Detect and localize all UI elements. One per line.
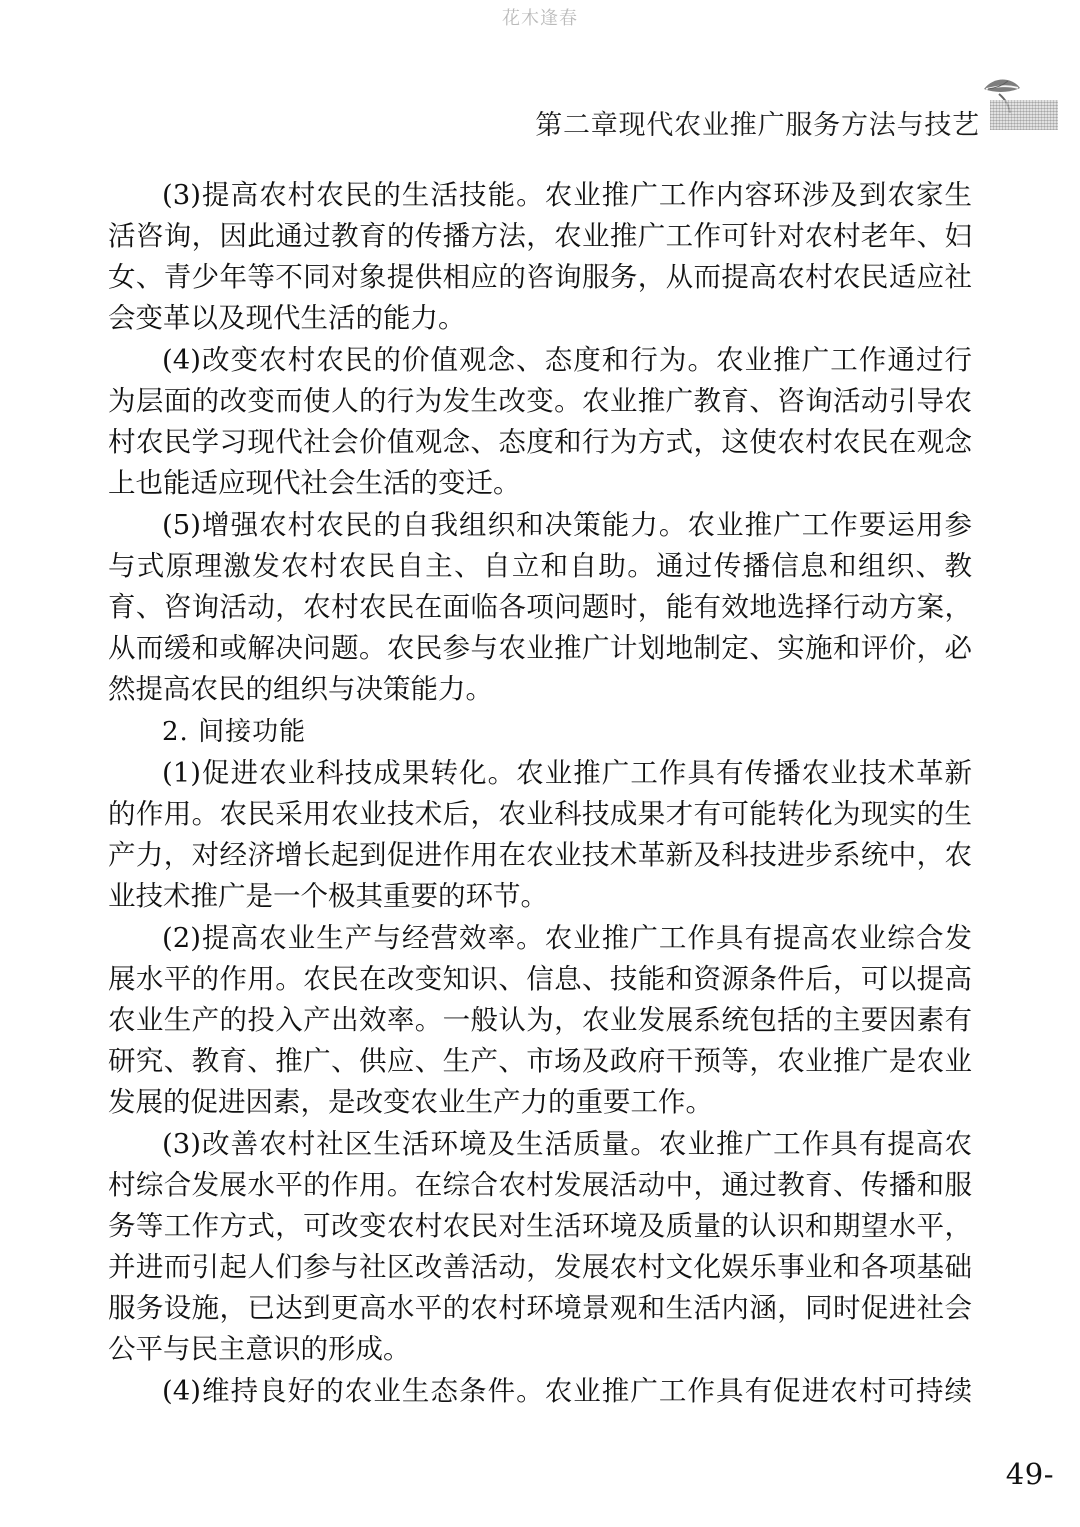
paragraph-line: 并进而引起人们参与社区改善活动，发展农村文化娱乐事业和各项基础 (108, 1251, 972, 1283)
paragraph-line: (3)提高农村农民的生活技能。农业推广工作内容环涉及到农家生 (162, 179, 972, 211)
paragraph-line: 研究、教育、推广、供应、生产、市场及政府干预等，农业推广是农业 (108, 1045, 972, 1077)
paragraph-line: 的作用。农民采用农业技术后，农业科技成果才有可能转化为现实的生 (108, 798, 972, 830)
paragraph-line: 女、青少年等不同对象提供相应的咨询服务，从而提高农村农民适应社 (108, 261, 972, 293)
paragraph-line: 业技术推广是一个极其重要的环节。 (108, 880, 548, 912)
paragraph-line: 然提高农民的组织与决策能力。 (108, 673, 493, 705)
paragraph-line: 活咨询，因此通过教育的传播方法，农业推广工作可针对农村老年、妇 (108, 220, 972, 252)
paragraph-line: 农业生产的投入产出效率。一般认为，农业发展系统包括的主要因素有 (108, 1004, 972, 1036)
paragraph-line: 产力，对经济增长起到促进作用在农业技术革新及科技进步系统中，农 (108, 839, 972, 871)
section-heading: 2. 间接功能 (162, 717, 307, 747)
paragraph-line: (1)促进农业科技成果转化。农业推广工作具有传播农业技术革新 (162, 757, 972, 789)
paragraph-line: (4)维持良好的农业生态条件。农业推广工作具有促进农村可持续 (162, 1375, 972, 1407)
paragraph-line: 发展的促进因素，是改变农业生产力的重要工作。 (108, 1086, 713, 1118)
paragraph-line: 为层面的改变而使人的行为发生改变。农业推广教育、咨询活动引导农 (108, 385, 972, 417)
paragraph-line: 公平与民主意识的形成。 (108, 1333, 411, 1365)
paragraph-line: 村农民学习现代社会价值观念、态度和行为方式，这使农村农民在观念 (108, 426, 972, 458)
paragraph-line: 村综合发展水平的作用。在综合农村发展活动中，通过教育、传播和服 (108, 1169, 972, 1201)
watermark-text: 花木逢春 (502, 8, 578, 29)
paragraph-line: 会变革以及现代生活的能力。 (108, 302, 466, 334)
paragraph-line: 上也能适应现代社会生活的变迁。 (108, 467, 521, 499)
paragraph-line: 与式原理激发农村农民自主、自立和自助。通过传播信息和组织、教 (108, 550, 972, 582)
paragraph-line: 务等工作方式，可改变农村农民对生活环境及质量的认识和期望水平， (108, 1210, 972, 1242)
paragraph-line: 服务设施，已达到更高水平的农村环境景观和生活内涵，同时促进社会 (108, 1292, 972, 1324)
paragraph-line: (4)改变农村农民的价值观念、态度和行为。农业推广工作通过行 (162, 344, 972, 376)
paragraph-line: 展水平的作用。农民在改变知识、信息、技能和资源条件后，可以提高 (108, 963, 972, 995)
paragraph-line: (2)提高农业生产与经营效率。农业推广工作具有提高农业综合发 (162, 922, 972, 954)
paragraph-line: 从而缓和或解决问题。农民参与农业推广计划地制定、实施和评价，必 (108, 632, 972, 664)
paragraph-line: (5)增强农村农民的自我组织和决策能力。农业推广工作要运用参 (162, 509, 972, 541)
paragraph-line: (3)改善农村社区生活环境及生活质量。农业推广工作具有提高农 (162, 1128, 972, 1160)
paragraph-line: 育、咨询活动，农村农民在面临各项问题时，能有效地选择行动方案， (108, 591, 972, 623)
chapter-title: 第二章现代农业推广服务方法与技艺 (535, 110, 980, 141)
page-number: 49- (1005, 1457, 1054, 1491)
